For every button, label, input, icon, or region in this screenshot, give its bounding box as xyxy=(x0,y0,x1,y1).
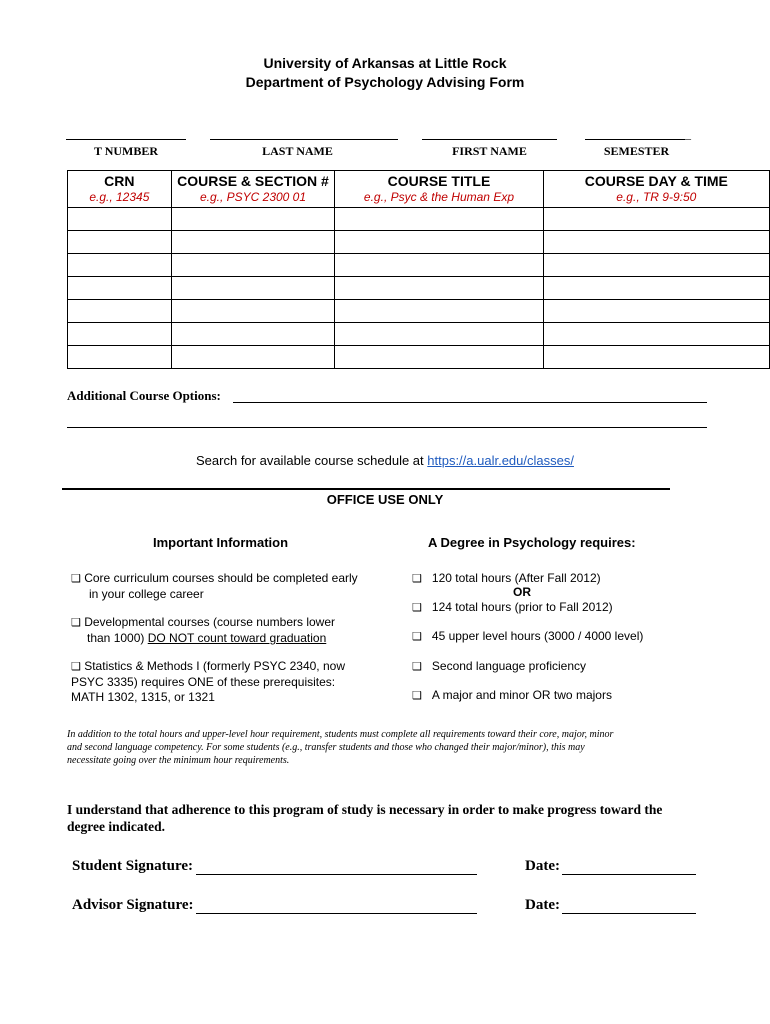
table-cell[interactable] xyxy=(335,277,543,300)
table-row xyxy=(68,346,770,369)
req-hours-after-text: 120 total hours (After Fall 2012) xyxy=(431,571,601,585)
table-cell[interactable] xyxy=(543,254,769,277)
req-language-text: Second language proficiency xyxy=(431,659,586,673)
table-cell[interactable] xyxy=(171,277,335,300)
office-use-label: OFFICE USE ONLY xyxy=(326,492,444,507)
checkbox-icon: ❑ xyxy=(412,602,422,614)
search-link[interactable]: https://a.ualr.edu/classes/ xyxy=(427,453,574,468)
agreement-line1: I understand that adherence to this program of study is necessary in order to make progress toward the xyxy=(67,802,663,817)
search-line xyxy=(0,453,770,468)
table-cell[interactable] xyxy=(335,254,543,277)
table-cell[interactable] xyxy=(171,346,335,369)
lastname-field[interactable] xyxy=(210,139,398,140)
table-cell[interactable] xyxy=(335,208,543,231)
checkbox-icon: ❑ xyxy=(412,631,422,643)
advisor-date-label: Date: xyxy=(525,897,560,913)
tnumber-label: T NUMBER xyxy=(93,144,159,158)
student-date-label: Date: xyxy=(525,858,560,874)
req-upper-level xyxy=(412,629,643,645)
info-dev-line2b: DO NOT count toward graduation xyxy=(147,631,327,645)
info-stats-line3: MATH 1302, 1315, or 1321 xyxy=(71,690,215,704)
additional-options-line-1[interactable] xyxy=(233,402,707,403)
table-cell[interactable] xyxy=(171,231,335,254)
table-row xyxy=(68,208,770,231)
table-cell[interactable] xyxy=(543,300,769,323)
form-title-university: University of Arkansas at Little Rock xyxy=(263,55,507,71)
tnumber-field[interactable] xyxy=(66,139,186,140)
agreement-statement xyxy=(67,801,662,835)
table-cell[interactable] xyxy=(171,300,335,323)
req-major-minor-text: A major and minor OR two majors xyxy=(431,688,612,702)
student-date-field[interactable] xyxy=(562,874,696,875)
info-core-line2: in your college career xyxy=(89,587,204,601)
important-info-title: Important Information xyxy=(153,535,289,550)
semester-label: SEMESTER xyxy=(603,144,670,158)
advisor-signature-field[interactable] xyxy=(196,913,477,914)
req-or: OR xyxy=(513,585,531,599)
semester-mark: _ xyxy=(685,127,691,141)
col-course-section xyxy=(171,171,335,208)
firstname-label: FIRST NAME xyxy=(452,144,527,158)
table-row xyxy=(68,231,770,254)
form-title-department: Department of Psychology Advising Form xyxy=(245,74,525,90)
degree-requires-title: A Degree in Psychology requires: xyxy=(428,535,636,550)
table-row xyxy=(68,277,770,300)
col-course-title xyxy=(335,171,543,208)
table-cell[interactable] xyxy=(171,323,335,346)
table-cell[interactable] xyxy=(335,323,543,346)
search-text: Search for available course schedule at xyxy=(196,453,428,468)
req-major-minor xyxy=(412,688,612,704)
table-header-row xyxy=(68,171,770,208)
semester-field[interactable] xyxy=(585,139,685,140)
info-stats-line2: PSYC 3335) requires ONE of these prerequisites: xyxy=(71,675,336,689)
info-item-statistics xyxy=(71,659,345,705)
col-crn-example: e.g., 12345 xyxy=(89,190,150,204)
advisor-signature-label: Advisor Signature: xyxy=(72,897,194,913)
course-table xyxy=(67,170,770,369)
additional-options-line-2[interactable] xyxy=(67,427,707,428)
checkbox-icon: ❑ xyxy=(412,573,422,585)
additional-options-label: Additional Course Options: xyxy=(67,388,221,403)
col-course-section-example: e.g., PSYC 2300 01 xyxy=(199,190,307,204)
col-day-time-title: COURSE DAY & TIME xyxy=(584,173,728,189)
req-language xyxy=(412,659,586,675)
table-cell[interactable] xyxy=(68,300,172,323)
lastname-label: LAST NAME xyxy=(262,144,333,158)
col-course-section-title: COURSE & SECTION # xyxy=(177,173,329,189)
table-cell[interactable] xyxy=(335,231,543,254)
req-hours-after xyxy=(412,571,601,587)
col-day-time-example: e.g., TR 9-9:50 xyxy=(616,190,697,204)
table-cell[interactable] xyxy=(335,300,543,323)
table-cell[interactable] xyxy=(68,346,172,369)
checkbox-icon: ❑ xyxy=(412,661,422,673)
table-cell[interactable] xyxy=(68,254,172,277)
info-dev-line1: Developmental courses (course numbers lower xyxy=(84,615,335,629)
col-course-title-title: COURSE TITLE xyxy=(387,173,491,189)
table-cell[interactable] xyxy=(543,323,769,346)
advisor-date-field[interactable] xyxy=(562,913,696,914)
firstname-field[interactable] xyxy=(422,139,557,140)
table-cell[interactable] xyxy=(171,208,335,231)
table-cell[interactable] xyxy=(68,231,172,254)
note-line1: In addition to the total hours and upper-level hour requirement, students must complete all requirements toward their core, major, minor xyxy=(67,729,614,740)
office-divider xyxy=(62,488,670,490)
checkbox-icon: ❑ xyxy=(412,690,422,702)
table-row xyxy=(68,323,770,346)
col-day-time xyxy=(543,171,769,208)
agreement-line2: degree indicated. xyxy=(67,819,165,834)
note-line3: necessitate going over the minimum hour requirements. xyxy=(67,755,290,766)
info-dev-line2a: than 1000) xyxy=(87,631,148,645)
col-course-title-example: e.g., Psyc & the Human Exp xyxy=(363,190,514,204)
table-cell[interactable] xyxy=(68,323,172,346)
table-cell[interactable] xyxy=(68,208,172,231)
req-hours-prior-text: 124 total hours (prior to Fall 2012) xyxy=(431,600,613,614)
info-stats-line1: Statistics & Methods I (formerly PSYC 2340, now xyxy=(84,659,345,673)
req-hours-prior xyxy=(412,600,613,616)
student-signature-label: Student Signature: xyxy=(72,858,193,874)
checkbox-icon: ❑ xyxy=(71,573,81,585)
table-cell[interactable] xyxy=(543,231,769,254)
table-row xyxy=(68,300,770,323)
col-crn xyxy=(68,171,172,208)
info-item-core xyxy=(71,571,358,602)
note-line2: and second language competency. For some students (e.g., transfer students and those who changed their major/minor), this may xyxy=(67,742,585,753)
info-core-line1: Core curriculum courses should be completed early xyxy=(84,571,358,585)
student-signature-field[interactable] xyxy=(196,874,477,875)
checkbox-icon: ❑ xyxy=(71,617,81,629)
info-item-developmental xyxy=(71,615,335,646)
table-cell[interactable] xyxy=(171,254,335,277)
col-crn-title: CRN xyxy=(104,173,135,189)
table-cell[interactable] xyxy=(543,208,769,231)
table-cell[interactable] xyxy=(68,277,172,300)
table-cell[interactable] xyxy=(543,346,769,369)
table-cell[interactable] xyxy=(543,277,769,300)
table-cell[interactable] xyxy=(335,346,543,369)
checkbox-icon: ❑ xyxy=(71,661,81,673)
table-row xyxy=(68,254,770,277)
req-upper-level-text: 45 upper level hours (3000 / 4000 level) xyxy=(431,629,644,643)
requirements-note xyxy=(67,728,727,767)
